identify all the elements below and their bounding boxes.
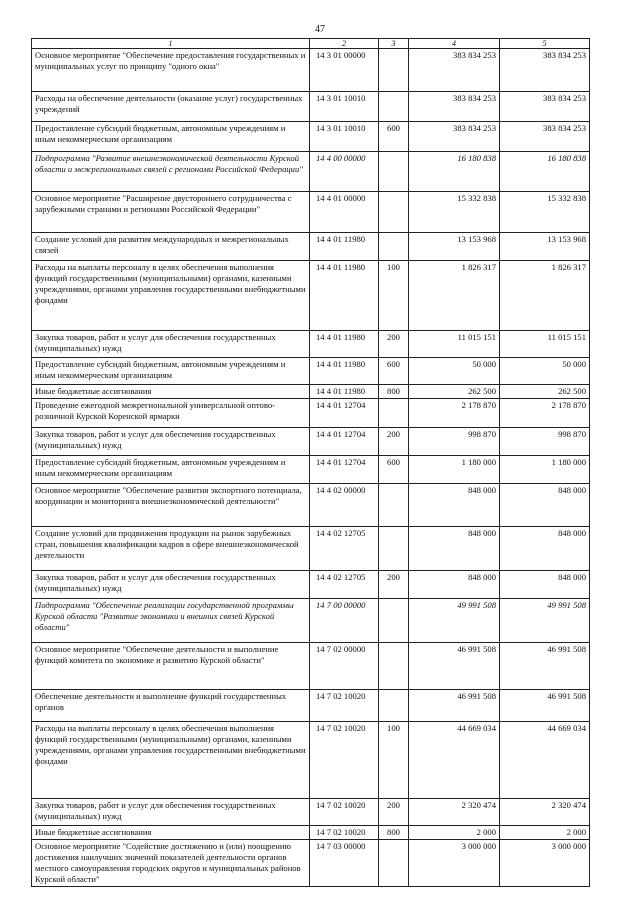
row-name: Предоставление субсидий бюджетным, автономным учреждениям и иным некоммерческим организациям xyxy=(32,456,310,484)
table-row xyxy=(32,484,590,527)
row-amount-1: 848 000 xyxy=(409,527,500,571)
row-name: Основное мероприятие "Расширение двустороннего сотрудничества с зарубежными странами и регионами Российской Федерации" xyxy=(32,192,310,233)
row-amount-2: 848 000 xyxy=(500,527,590,571)
row-expense-type: 600 xyxy=(379,456,409,484)
row-amount-2: 848 000 xyxy=(500,484,590,527)
table-row xyxy=(32,331,590,358)
page-number: 47 xyxy=(315,24,325,35)
row-name: Предоставление субсидий бюджетным, автономным учреждениям и иным некоммерческим организациям xyxy=(32,358,310,385)
table-row xyxy=(32,428,590,456)
row-expense-type: 200 xyxy=(379,331,409,358)
row-name: Создание условий для развития международных и межрегиональных связей xyxy=(32,233,310,261)
row-amount-2: 16 180 838 xyxy=(500,152,590,192)
row-amount-1: 16 180 838 xyxy=(409,152,500,192)
row-expense-type xyxy=(379,192,409,233)
row-expense-type xyxy=(379,49,409,92)
row-amount-1: 46 991 508 xyxy=(409,690,500,722)
row-code: 14 3 01 10010 xyxy=(310,92,379,122)
row-amount-1: 383 834 253 xyxy=(409,49,500,92)
row-name: Закупка товаров, работ и услуг для обеспечения государственных (муниципальных) нужд xyxy=(32,331,310,358)
row-name: Закупка товаров, работ и услуг для обеспечения государственных (муниципальных) нужд xyxy=(32,428,310,456)
row-amount-1: 383 834 253 xyxy=(409,122,500,152)
row-code: 14 4 01 12704 xyxy=(310,456,379,484)
table-row xyxy=(32,456,590,484)
row-amount-1: 50 000 xyxy=(409,358,500,385)
row-amount-2: 11 015 151 xyxy=(500,331,590,358)
row-expense-type: 100 xyxy=(379,722,409,799)
row-expense-type: 800 xyxy=(379,385,409,399)
table-row xyxy=(32,152,590,192)
row-name: Расходы на обеспечение деятельности (оказание услуг) государственных учреждений xyxy=(32,92,310,122)
row-name: Основное мероприятие "Обеспечение развития экспортного потенциала, координации и мониторинга внешнеэкономической деятельности" xyxy=(32,484,310,527)
table-row xyxy=(32,826,590,840)
row-amount-2: 848 000 xyxy=(500,571,590,599)
table-row xyxy=(32,599,590,643)
row-amount-2: 49 991 508 xyxy=(500,599,590,643)
row-amount-2: 383 834 253 xyxy=(500,122,590,152)
row-name: Расходы на выплаты персоналу в целях обеспечения выполнения функций государственными (муниципальными) органами, казенными учреждениями, органами управления государственными внебюджетными фондами xyxy=(32,722,310,799)
row-amount-2: 46 991 508 xyxy=(500,690,590,722)
table-row xyxy=(32,92,590,122)
row-name: Иные бюджетные ассигнования xyxy=(32,385,310,399)
row-expense-type xyxy=(379,690,409,722)
row-code: 14 4 01 12704 xyxy=(310,399,379,428)
row-amount-2: 3 000 000 xyxy=(500,840,590,887)
table-row xyxy=(32,122,590,152)
row-amount-1: 11 015 151 xyxy=(409,331,500,358)
row-expense-type: 200 xyxy=(379,571,409,599)
budget-table xyxy=(31,38,590,887)
row-amount-1: 1 826 317 xyxy=(409,261,500,331)
row-amount-1: 13 153 968 xyxy=(409,233,500,261)
row-amount-1: 2 178 870 xyxy=(409,399,500,428)
row-code: 14 4 02 12705 xyxy=(310,571,379,599)
table-row xyxy=(32,690,590,722)
row-expense-type: 600 xyxy=(379,122,409,152)
row-expense-type xyxy=(379,840,409,887)
table-row xyxy=(32,643,590,690)
row-amount-1: 383 834 253 xyxy=(409,92,500,122)
row-expense-type: 100 xyxy=(379,261,409,331)
table-row xyxy=(32,49,590,92)
table-row xyxy=(32,722,590,799)
row-expense-type xyxy=(379,484,409,527)
row-expense-type: 200 xyxy=(379,428,409,456)
row-code: 14 7 02 10020 xyxy=(310,799,379,826)
row-amount-1: 848 000 xyxy=(409,484,500,527)
row-code: 14 7 02 10020 xyxy=(310,826,379,840)
row-expense-type xyxy=(379,152,409,192)
row-name: Основное мероприятие "Обеспечение предоставления государственных и муниципальных услуг по принципу "одного окна" xyxy=(32,49,310,92)
row-amount-2: 262 500 xyxy=(500,385,590,399)
row-code: 14 7 02 10020 xyxy=(310,690,379,722)
row-code: 14 7 02 10020 xyxy=(310,722,379,799)
row-expense-type xyxy=(379,599,409,643)
row-code: 14 4 01 12704 xyxy=(310,428,379,456)
row-amount-1: 2 320 474 xyxy=(409,799,500,826)
row-amount-1: 49 991 508 xyxy=(409,599,500,643)
row-amount-2: 2 320 474 xyxy=(500,799,590,826)
row-amount-1: 998 870 xyxy=(409,428,500,456)
row-expense-type: 600 xyxy=(379,358,409,385)
row-code: 14 4 02 12705 xyxy=(310,527,379,571)
row-amount-1: 2 000 xyxy=(409,826,500,840)
table-row xyxy=(32,358,590,385)
table-row xyxy=(32,799,590,826)
row-code: 14 7 02 00000 xyxy=(310,643,379,690)
row-code: 14 7 03 00000 xyxy=(310,840,379,887)
row-name: Иные бюджетные ассигнования xyxy=(32,826,310,840)
table-row xyxy=(32,385,590,399)
row-amount-2: 998 870 xyxy=(500,428,590,456)
row-amount-2: 2 000 xyxy=(500,826,590,840)
row-amount-1: 848 000 xyxy=(409,571,500,599)
row-name: Предоставление субсидий бюджетным, автономным учреждениям и иным некоммерческим организациям xyxy=(32,122,310,152)
row-amount-2: 1 180 000 xyxy=(500,456,590,484)
row-amount-1: 44 669 034 xyxy=(409,722,500,799)
row-amount-2: 44 669 034 xyxy=(500,722,590,799)
row-amount-2: 2 178 870 xyxy=(500,399,590,428)
row-code: 14 4 01 11980 xyxy=(310,233,379,261)
row-name: Основное мероприятие "Обеспечение деятельности и выполнение функций комитета по экономике и развитию Курской области" xyxy=(32,643,310,690)
row-expense-type xyxy=(379,92,409,122)
row-amount-2: 46 991 508 xyxy=(500,643,590,690)
row-amount-1: 1 180 000 xyxy=(409,456,500,484)
row-amount-2: 15 332 838 xyxy=(500,192,590,233)
row-name: Проведение ежегодной межрегиональной универсальной оптово-розничной Курской Коренской ярмарки xyxy=(32,399,310,428)
row-code: 14 4 01 00000 xyxy=(310,192,379,233)
row-expense-type: 200 xyxy=(379,799,409,826)
row-name: Подпрограмма "Развитие внешнеэкономической деятельности Курской области и межрегиональных связей с регионами Российской Федерации" xyxy=(32,152,310,192)
table-row xyxy=(32,840,590,887)
table-row xyxy=(32,192,590,233)
row-name: Закупка товаров, работ и услуг для обеспечения государственных (муниципальных) нужд xyxy=(32,799,310,826)
row-amount-1: 3 000 000 xyxy=(409,840,500,887)
table-row xyxy=(32,571,590,599)
row-name: Подпрограмма "Обеспечение реализации государственной программы Курской области "Развитие экономики и внешних связей Курской области" xyxy=(32,599,310,643)
row-code: 14 4 01 11980 xyxy=(310,385,379,399)
row-code: 14 4 01 11980 xyxy=(310,331,379,358)
row-amount-2: 383 834 253 xyxy=(500,49,590,92)
table-row xyxy=(32,399,590,428)
row-name: Расходы на выплаты персоналу в целях обеспечения выполнения функций государственными (муниципальными) органами, казенными учреждениями, органами управления государственными внебюджетными фондами xyxy=(32,261,310,331)
row-name: Обеспечение деятельности и выполнение функций государственных органов xyxy=(32,690,310,722)
row-amount-1: 46 991 508 xyxy=(409,643,500,690)
row-name: Закупка товаров, работ и услуг для обеспечения государственных (муниципальных) нужд xyxy=(32,571,310,599)
header-col-1: 1 xyxy=(32,39,310,49)
row-amount-2: 13 153 968 xyxy=(500,233,590,261)
row-expense-type xyxy=(379,643,409,690)
header-col-3: 3 xyxy=(379,39,409,49)
row-code: 14 3 01 10010 xyxy=(310,122,379,152)
header-col-5: 5 xyxy=(500,39,590,49)
table-row xyxy=(32,233,590,261)
row-amount-1: 15 332 838 xyxy=(409,192,500,233)
row-code: 14 4 00 00000 xyxy=(310,152,379,192)
table-header xyxy=(32,39,590,49)
row-code: 14 7 00 00000 xyxy=(310,599,379,643)
row-code: 14 4 02 00000 xyxy=(310,484,379,527)
row-code: 14 4 01 11980 xyxy=(310,261,379,331)
row-expense-type xyxy=(379,399,409,428)
row-expense-type xyxy=(379,527,409,571)
row-code: 14 3 01 00000 xyxy=(310,49,379,92)
row-code: 14 4 01 11980 xyxy=(310,358,379,385)
table-row xyxy=(32,527,590,571)
header-col-4: 4 xyxy=(409,39,500,49)
row-name: Основное мероприятие "Содействие достижению и (или) поощрению достижения наилучших значений показателей деятельности органов местного самоуправления городских округов и муниципальных районов Курской области" xyxy=(32,840,310,887)
row-amount-2: 383 834 253 xyxy=(500,92,590,122)
row-amount-1: 262 500 xyxy=(409,385,500,399)
row-expense-type: 800 xyxy=(379,826,409,840)
row-expense-type xyxy=(379,233,409,261)
header-col-2: 2 xyxy=(310,39,379,49)
row-amount-2: 50 000 xyxy=(500,358,590,385)
table-row xyxy=(32,261,590,331)
row-name: Создание условий для продвижения продукции на рынок зарубежных стран, повышения квалификации кадров в сфере внешнеэкономической деятельности xyxy=(32,527,310,571)
row-amount-2: 1 826 317 xyxy=(500,261,590,331)
table-body xyxy=(32,49,590,887)
